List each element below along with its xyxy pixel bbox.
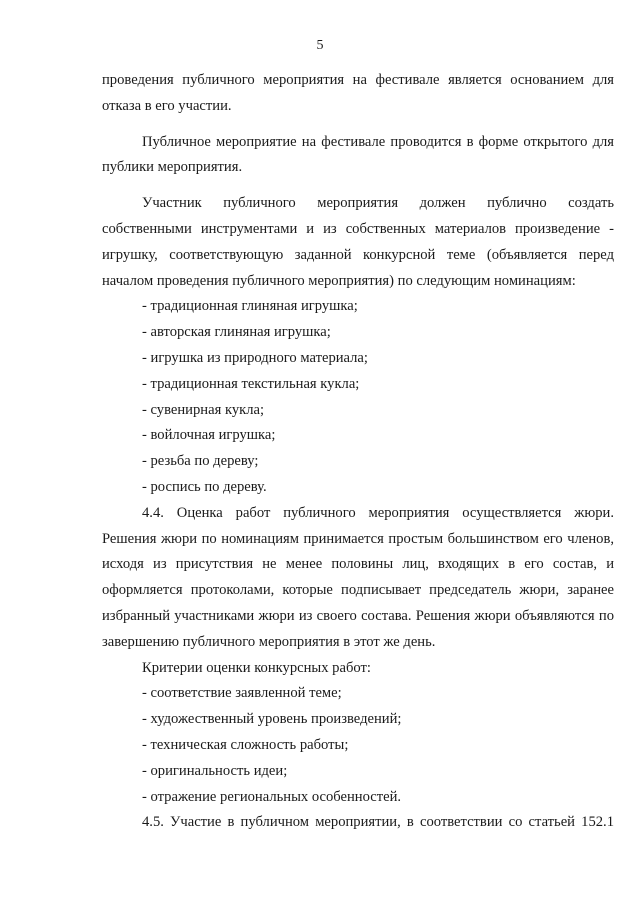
list-item: - войлочная игрушка; <box>142 427 276 444</box>
list-item: - авторская глиняная игрушка; <box>142 324 331 341</box>
list-item: - сувенирная кукла; <box>142 401 265 418</box>
page-number: 5 <box>316 38 324 53</box>
list-item: - оригинальность идеи; <box>142 762 288 779</box>
criteria-list <box>102 681 614 810</box>
list-item: - резьба по дереву; <box>142 453 259 470</box>
paragraph-continuation: проведения публичного мероприятия на фестивале является основанием для отказа в его участии. <box>102 72 614 114</box>
list-item: - художественный уровень произведений; <box>142 711 402 728</box>
nominations-list <box>102 294 614 500</box>
list-item: - техническая сложность работы; <box>142 736 349 753</box>
list-item: - игрушка из природного материала; <box>142 349 368 366</box>
list-item: - традиционная текстильная кукла; <box>142 375 360 392</box>
list-item: - соответствие заявленной теме; <box>142 685 342 702</box>
list-item: - традиционная глиняная игрушка; <box>142 298 358 315</box>
section-4-4: 4.4. Оценка работ публичного мероприятия осуществляется жюри. Решения жюри по номинациям принимается простым большинством его членов, исходя из присутствия не менее половины лиц, входящих в его состав, и оформляется протоколами, которые подписывает председатель жюри, заранее избранный участниками жюри из своего состава. Решения жюри объявляются по завершению публичного мероприятия в этот же день. <box>102 504 614 650</box>
paragraph-participant: Участник публичного мероприятия должен публично создать собственными инструментами и из собственных материалов произведение - игрушку, соответствующую заданной конкурсной теме (объявляется перед началом проведения публичного мероприятия) по следующим номинациям: <box>102 195 614 289</box>
document-body <box>102 68 614 836</box>
list-item: - отражение региональных особенностей. <box>142 788 402 805</box>
criteria-heading: Критерии оценки конкурсных работ: <box>142 659 371 676</box>
paragraph-public-event: Публичное мероприятие на фестивале проводится в форме открытого для публики мероприятия. <box>102 133 614 176</box>
list-item: - роспись по дереву. <box>142 478 267 495</box>
section-4-5: 4.5. Участие в публичном мероприятии, в соответствии со статьей 152.1 <box>142 814 614 831</box>
